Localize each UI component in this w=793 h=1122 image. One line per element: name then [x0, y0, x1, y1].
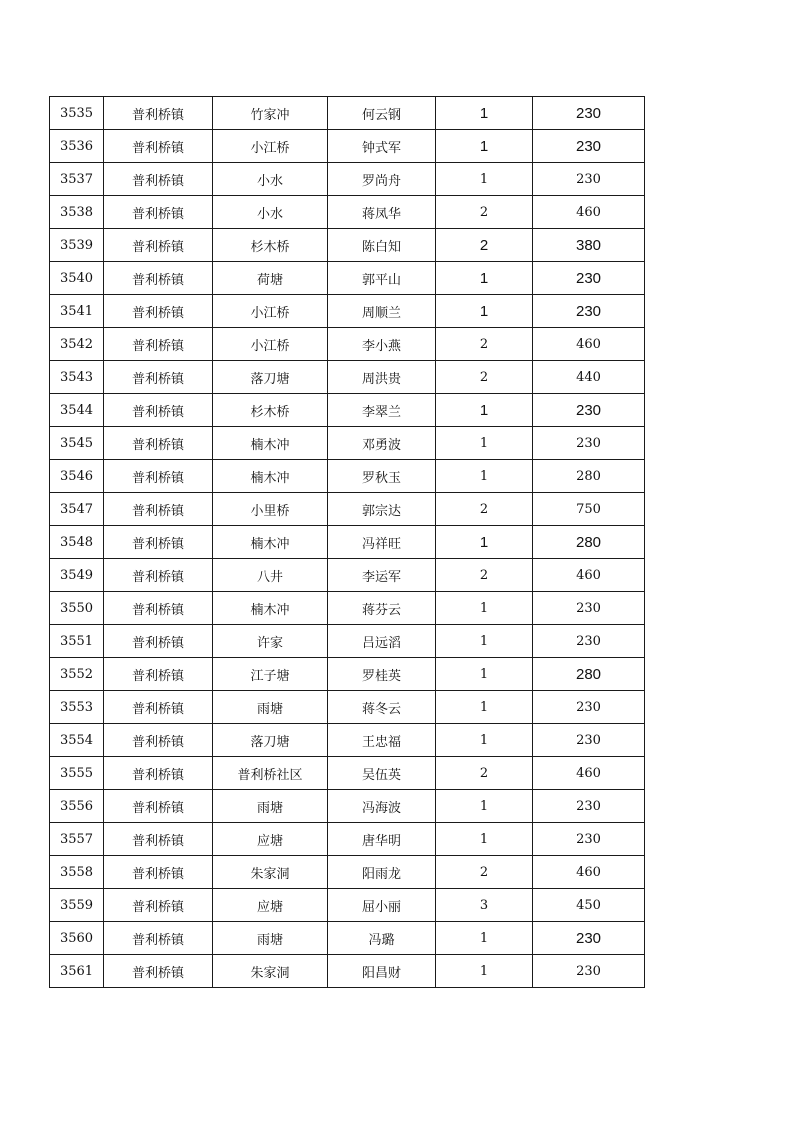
row-number-cell: 3535	[50, 97, 104, 130]
table-row	[50, 163, 645, 196]
count-cell: 1	[436, 427, 533, 460]
count-cell: 1	[436, 922, 533, 955]
village-cell: 江子塘	[213, 658, 328, 691]
town-cell: 普利桥镇	[104, 724, 213, 757]
town-cell: 普利桥镇	[104, 526, 213, 559]
name-cell: 何云钢	[328, 97, 436, 130]
amount-cell: 750	[533, 493, 645, 526]
name-cell: 阳雨龙	[328, 856, 436, 889]
row-number-cell: 3552	[50, 658, 104, 691]
table-row	[50, 625, 645, 658]
name-cell: 陈白知	[328, 229, 436, 262]
village-cell: 朱家洞	[213, 856, 328, 889]
count-cell: 2	[436, 229, 533, 262]
name-cell: 冯祥旺	[328, 526, 436, 559]
amount-cell: 230	[533, 394, 645, 427]
table-row	[50, 229, 645, 262]
village-cell: 八井	[213, 559, 328, 592]
row-number-cell: 3547	[50, 493, 104, 526]
village-cell: 小江桥	[213, 295, 328, 328]
amount-cell: 230	[533, 724, 645, 757]
table-row	[50, 394, 645, 427]
row-number-cell: 3555	[50, 757, 104, 790]
count-cell: 1	[436, 97, 533, 130]
count-cell: 1	[436, 130, 533, 163]
table-row	[50, 427, 645, 460]
count-cell: 3	[436, 889, 533, 922]
row-number-cell: 3559	[50, 889, 104, 922]
amount-cell: 450	[533, 889, 645, 922]
town-cell: 普利桥镇	[104, 229, 213, 262]
count-cell: 2	[436, 856, 533, 889]
town-cell: 普利桥镇	[104, 625, 213, 658]
row-number-cell: 3536	[50, 130, 104, 163]
table-row	[50, 196, 645, 229]
town-cell: 普利桥镇	[104, 460, 213, 493]
count-cell: 1	[436, 790, 533, 823]
row-number-cell: 3538	[50, 196, 104, 229]
row-number-cell: 3551	[50, 625, 104, 658]
village-cell: 朱家洞	[213, 955, 328, 988]
amount-cell: 460	[533, 559, 645, 592]
amount-cell: 230	[533, 427, 645, 460]
table-row	[50, 295, 645, 328]
town-cell: 普利桥镇	[104, 394, 213, 427]
count-cell: 1	[436, 295, 533, 328]
name-cell: 李翠兰	[328, 394, 436, 427]
table-row	[50, 955, 645, 988]
table-row	[50, 526, 645, 559]
count-cell: 1	[436, 262, 533, 295]
count-cell: 1	[436, 823, 533, 856]
table-row	[50, 757, 645, 790]
table-row	[50, 724, 645, 757]
table-row	[50, 97, 645, 130]
village-cell: 应塘	[213, 889, 328, 922]
name-cell: 吕远滔	[328, 625, 436, 658]
amount-cell: 230	[533, 955, 645, 988]
row-number-cell: 3549	[50, 559, 104, 592]
row-number-cell: 3548	[50, 526, 104, 559]
name-cell: 蒋冬云	[328, 691, 436, 724]
table-row	[50, 658, 645, 691]
amount-cell: 230	[533, 625, 645, 658]
table-row	[50, 559, 645, 592]
name-cell: 罗桂英	[328, 658, 436, 691]
count-cell: 2	[436, 559, 533, 592]
village-cell: 荷塘	[213, 262, 328, 295]
name-cell: 罗秋玉	[328, 460, 436, 493]
count-cell: 1	[436, 691, 533, 724]
table-body	[50, 97, 645, 988]
name-cell: 吴伍英	[328, 757, 436, 790]
amount-cell: 230	[533, 823, 645, 856]
count-cell: 2	[436, 757, 533, 790]
amount-cell: 460	[533, 856, 645, 889]
town-cell: 普利桥镇	[104, 295, 213, 328]
town-cell: 普利桥镇	[104, 196, 213, 229]
village-cell: 楠木冲	[213, 592, 328, 625]
name-cell: 阳昌财	[328, 955, 436, 988]
count-cell: 1	[436, 625, 533, 658]
amount-cell: 230	[533, 922, 645, 955]
row-number-cell: 3557	[50, 823, 104, 856]
village-cell: 普利桥社区	[213, 757, 328, 790]
name-cell: 郭平山	[328, 262, 436, 295]
table-row	[50, 823, 645, 856]
town-cell: 普利桥镇	[104, 328, 213, 361]
count-cell: 1	[436, 526, 533, 559]
count-cell: 1	[436, 394, 533, 427]
name-cell: 蒋凤华	[328, 196, 436, 229]
name-cell: 李运军	[328, 559, 436, 592]
row-number-cell: 3545	[50, 427, 104, 460]
name-cell: 蒋芬云	[328, 592, 436, 625]
village-cell: 落刀塘	[213, 361, 328, 394]
count-cell: 2	[436, 196, 533, 229]
amount-cell: 440	[533, 361, 645, 394]
name-cell: 郭宗达	[328, 493, 436, 526]
amount-cell: 230	[533, 130, 645, 163]
table-row	[50, 361, 645, 394]
town-cell: 普利桥镇	[104, 757, 213, 790]
row-number-cell: 3537	[50, 163, 104, 196]
village-cell: 楠木冲	[213, 526, 328, 559]
amount-cell: 230	[533, 163, 645, 196]
name-cell: 罗尚舟	[328, 163, 436, 196]
village-cell: 楠木冲	[213, 460, 328, 493]
count-cell: 2	[436, 361, 533, 394]
name-cell: 周洪贵	[328, 361, 436, 394]
row-number-cell: 3558	[50, 856, 104, 889]
count-cell: 1	[436, 955, 533, 988]
row-number-cell: 3554	[50, 724, 104, 757]
village-cell: 许家	[213, 625, 328, 658]
row-number-cell: 3560	[50, 922, 104, 955]
village-cell: 小江桥	[213, 328, 328, 361]
row-number-cell: 3550	[50, 592, 104, 625]
row-number-cell: 3546	[50, 460, 104, 493]
row-number-cell: 3561	[50, 955, 104, 988]
village-cell: 应塘	[213, 823, 328, 856]
name-cell: 邓勇波	[328, 427, 436, 460]
count-cell: 1	[436, 724, 533, 757]
village-cell: 落刀塘	[213, 724, 328, 757]
count-cell: 2	[436, 328, 533, 361]
table-row	[50, 691, 645, 724]
town-cell: 普利桥镇	[104, 790, 213, 823]
table-row	[50, 493, 645, 526]
amount-cell: 230	[533, 592, 645, 625]
row-number-cell: 3539	[50, 229, 104, 262]
amount-cell: 460	[533, 196, 645, 229]
amount-cell: 280	[533, 658, 645, 691]
data-table	[49, 96, 645, 988]
name-cell: 钟式军	[328, 130, 436, 163]
amount-cell: 230	[533, 97, 645, 130]
amount-cell: 230	[533, 295, 645, 328]
town-cell: 普利桥镇	[104, 889, 213, 922]
row-number-cell: 3541	[50, 295, 104, 328]
table-row	[50, 130, 645, 163]
count-cell: 1	[436, 163, 533, 196]
row-number-cell: 3542	[50, 328, 104, 361]
amount-cell: 380	[533, 229, 645, 262]
table-row	[50, 592, 645, 625]
town-cell: 普利桥镇	[104, 361, 213, 394]
town-cell: 普利桥镇	[104, 130, 213, 163]
town-cell: 普利桥镇	[104, 922, 213, 955]
count-cell: 1	[436, 658, 533, 691]
name-cell: 唐华明	[328, 823, 436, 856]
row-number-cell: 3544	[50, 394, 104, 427]
town-cell: 普利桥镇	[104, 559, 213, 592]
amount-cell: 280	[533, 460, 645, 493]
village-cell: 雨塘	[213, 922, 328, 955]
town-cell: 普利桥镇	[104, 262, 213, 295]
count-cell: 1	[436, 592, 533, 625]
village-cell: 楠木冲	[213, 427, 328, 460]
count-cell: 1	[436, 460, 533, 493]
row-number-cell: 3553	[50, 691, 104, 724]
name-cell: 冯海波	[328, 790, 436, 823]
amount-cell: 230	[533, 262, 645, 295]
amount-cell: 230	[533, 790, 645, 823]
amount-cell: 460	[533, 328, 645, 361]
table-row	[50, 856, 645, 889]
town-cell: 普利桥镇	[104, 493, 213, 526]
name-cell: 王忠福	[328, 724, 436, 757]
row-number-cell: 3540	[50, 262, 104, 295]
table-row	[50, 328, 645, 361]
village-cell: 小江桥	[213, 130, 328, 163]
village-cell: 杉木桥	[213, 229, 328, 262]
name-cell: 李小燕	[328, 328, 436, 361]
table-row	[50, 790, 645, 823]
town-cell: 普利桥镇	[104, 427, 213, 460]
town-cell: 普利桥镇	[104, 658, 213, 691]
name-cell: 冯璐	[328, 922, 436, 955]
name-cell: 周顺兰	[328, 295, 436, 328]
town-cell: 普利桥镇	[104, 592, 213, 625]
town-cell: 普利桥镇	[104, 856, 213, 889]
village-cell: 小水	[213, 163, 328, 196]
village-cell: 竹家冲	[213, 97, 328, 130]
table-row	[50, 922, 645, 955]
town-cell: 普利桥镇	[104, 691, 213, 724]
table-row	[50, 460, 645, 493]
town-cell: 普利桥镇	[104, 163, 213, 196]
row-number-cell: 3556	[50, 790, 104, 823]
village-cell: 雨塘	[213, 790, 328, 823]
table-row	[50, 889, 645, 922]
village-cell: 杉木桥	[213, 394, 328, 427]
amount-cell: 230	[533, 691, 645, 724]
amount-cell: 460	[533, 757, 645, 790]
count-cell: 2	[436, 493, 533, 526]
village-cell: 雨塘	[213, 691, 328, 724]
town-cell: 普利桥镇	[104, 955, 213, 988]
name-cell: 屈小丽	[328, 889, 436, 922]
amount-cell: 280	[533, 526, 645, 559]
village-cell: 小里桥	[213, 493, 328, 526]
town-cell: 普利桥镇	[104, 823, 213, 856]
row-number-cell: 3543	[50, 361, 104, 394]
village-cell: 小水	[213, 196, 328, 229]
table-row	[50, 262, 645, 295]
town-cell: 普利桥镇	[104, 97, 213, 130]
